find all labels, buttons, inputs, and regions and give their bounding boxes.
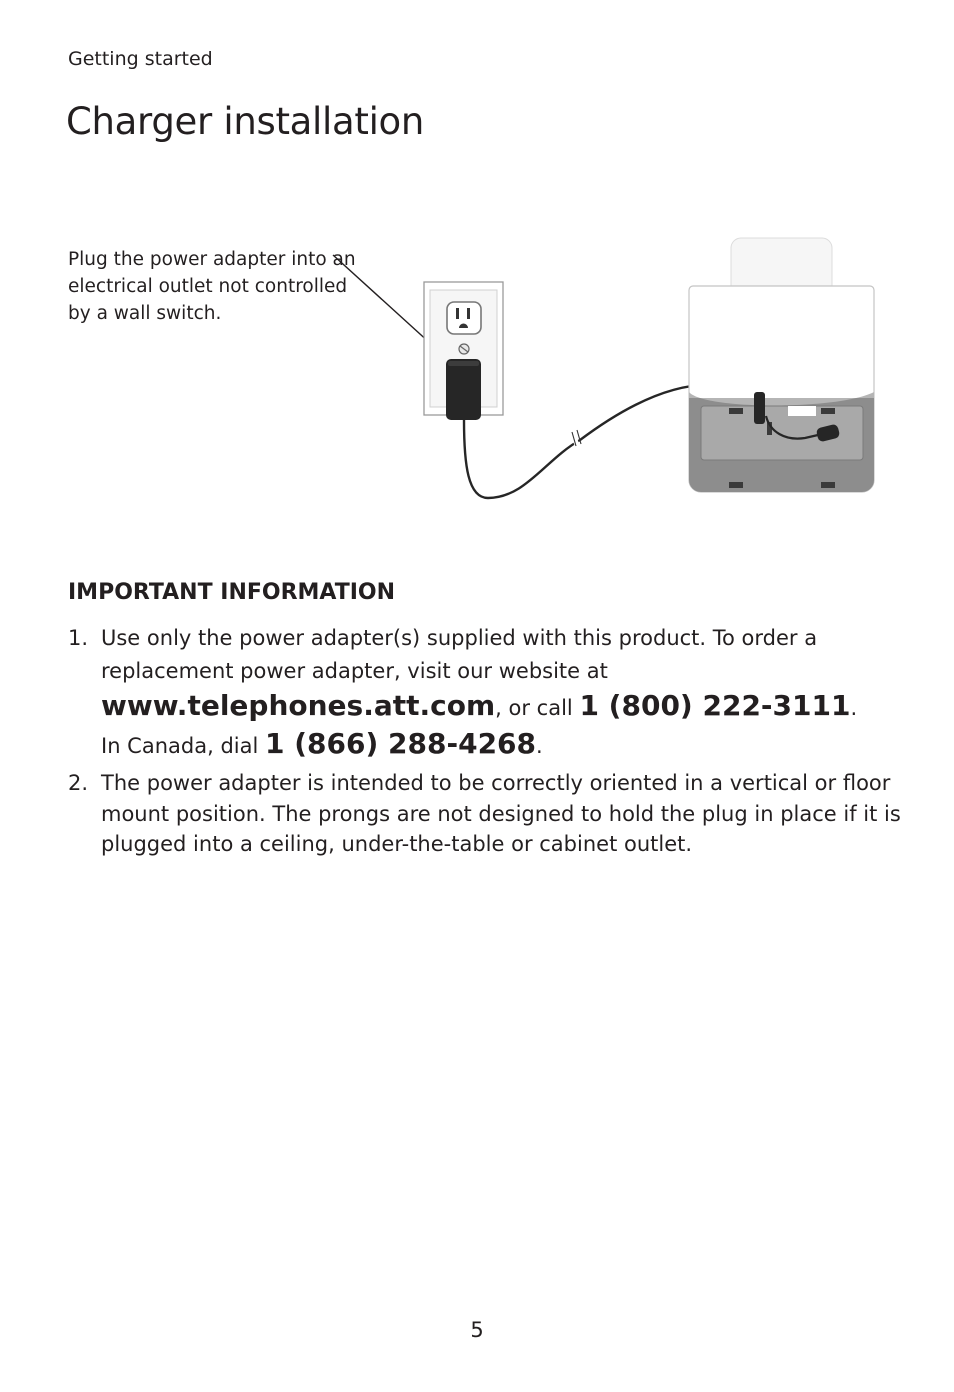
item-text: Use only the power adapter(s) supplied with this product. To order a replacement power adapter, visit our website at: [101, 626, 818, 683]
list-item-number: 1.: [68, 626, 89, 650]
canada-line: In Canada, dial 1 (866) 288-4268.: [101, 727, 543, 760]
list-item: [68, 768, 908, 860]
list-item: [68, 622, 908, 764]
important-info-list: [68, 622, 908, 860]
charger-installation-figure: [0, 0, 954, 560]
page-title: Charger installation: [66, 100, 425, 143]
list-item-number: 2.: [68, 771, 89, 795]
item-text: The power adapter is intended to be correctly oriented in a vertical or floor mount position. The prongs are not designed to hold the plug in place if it is plugged into a ceiling, under-the-table or cabinet outlet.: [101, 771, 901, 856]
website-link[interactable]: www.telephones.att.com: [101, 689, 496, 722]
charger-icon: [689, 238, 874, 492]
figure-caption: Plug the power adapter into an electrical outlet not controlled by a wall switch.: [68, 249, 356, 324]
us-phone-number: 1 (800) 222-3111: [579, 689, 851, 722]
power-adapter-icon: [446, 359, 481, 420]
section-label: Getting started: [68, 48, 213, 70]
important-info-heading: IMPORTANT INFORMATION: [68, 580, 396, 605]
page-number: 5: [470, 1318, 484, 1342]
canada-phone-number: 1 (866) 288-4268: [265, 727, 537, 760]
contact-line: www.telephones.att.com, or call 1 (800) 222-3111.: [101, 689, 858, 722]
